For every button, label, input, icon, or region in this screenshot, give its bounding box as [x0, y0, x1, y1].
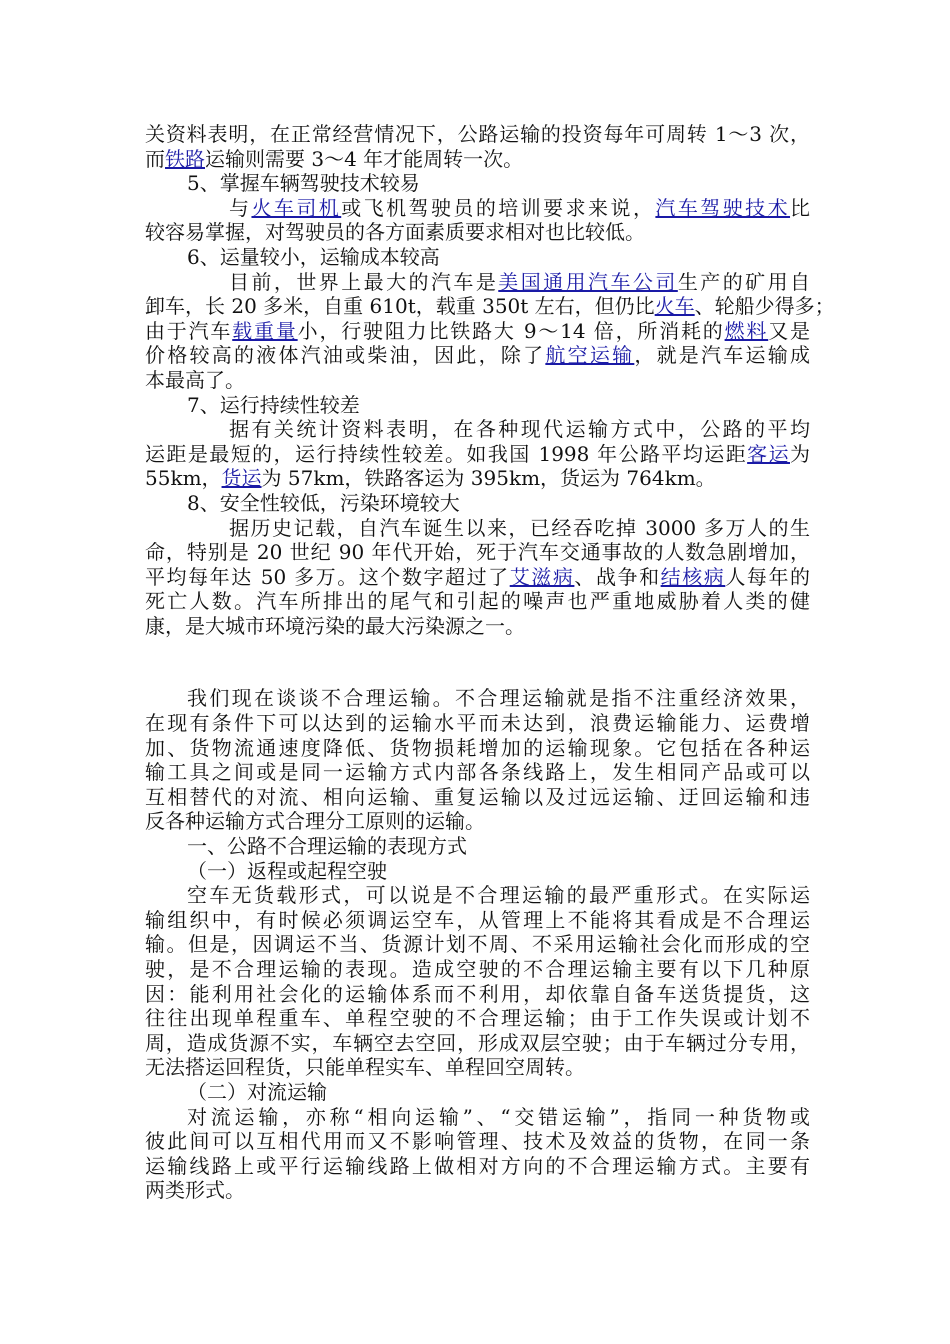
text-run: 5、掌握车辆驾驶技术较易	[187, 171, 420, 196]
text-line	[145, 171, 810, 196]
text-line	[145, 1105, 810, 1130]
text-run: 关资料表明，在正常经营情况下，公路运输的投资每年可周转 1～3 次，	[145, 122, 810, 146]
hyperlink[interactable]: 结核病	[660, 564, 726, 589]
text-run: 6、运量较小，运输成本较高	[187, 244, 440, 269]
text-line	[145, 343, 810, 368]
text-run: 彼此间可以互相代用而又不影响管理、技术及效益的货物，在同一条	[145, 1129, 810, 1154]
text-line	[145, 1080, 810, 1105]
hyperlink[interactable]: 燃料	[724, 318, 769, 343]
text-run: 无法搭运回程货，只能单程实车、单程回空周转。	[145, 1055, 585, 1080]
text-line	[145, 565, 810, 590]
text-line	[145, 711, 810, 736]
text-run: 或飞机驾驶员的培训要求来说，	[341, 195, 656, 220]
text-run: 输。但是，因调运不当、货源计划不周、不采用运输社会化而形成的空	[145, 932, 810, 957]
text-run: 在现有条件下可以达到的运输水平而未达到，浪费运输能力、运费增	[145, 711, 810, 736]
hyperlink[interactable]: 航空运输	[545, 343, 635, 368]
text-run: 命，特别是 20 世纪 90 年代开始，死于汽车交通事故的人数急剧增加，	[145, 540, 810, 565]
text-run: （一）返程或起程空驶	[187, 858, 387, 883]
text-line	[145, 932, 810, 957]
text-run: ，就是汽车运输成	[634, 343, 811, 368]
text-line	[145, 1154, 810, 1179]
text-run: 驶，是不合理运输的表现。造成空驶的不合理运输主要有以下几种原	[145, 957, 810, 981]
text-run: 运输线路上或平行运输线路上做相对方向的不合理运输方式。主要有	[145, 1153, 810, 1178]
text-run: 、轮船少得多；	[694, 294, 835, 319]
text-run: 运距是最短的，运行持续性较差。如我国 1998 年公路平均运距	[145, 441, 748, 466]
text-line	[145, 809, 810, 834]
text-run: 价格较高的液体汽油或柴油，因此，除了	[145, 343, 546, 368]
text-line	[145, 417, 810, 442]
text-run: 人每年的	[725, 564, 811, 589]
text-run: 输工具之间或是同一运输方式内部各条线路上，发生相同产品或可以	[145, 760, 810, 785]
text-line	[145, 1129, 810, 1154]
text-run: 由于汽车	[145, 318, 233, 343]
text-run: 两类形式。	[145, 1178, 245, 1203]
text-line	[145, 147, 810, 172]
text-line	[145, 196, 810, 221]
text-line	[145, 491, 810, 516]
text-run: 互相替代的对流、相向运输、重复运输以及过远运输、迂回运输和违	[145, 784, 810, 809]
text-run: 而	[145, 146, 165, 171]
text-run: 据历史记载，自汽车诞生以来，已经吞吃掉 3000 多万人的生	[229, 515, 810, 540]
text-run: 、战争和	[574, 564, 661, 589]
text-run: 康，是大城市环境污染的最大污染源之一。	[145, 613, 525, 638]
document-page	[145, 122, 835, 1203]
text-run: 一、公路不合理运输的表现方式	[187, 834, 467, 859]
text-line	[145, 614, 810, 639]
text-run: 周，造成货源不实，车辆空去空回，形成双层空驶；由于车辆过分专用，	[145, 1030, 810, 1055]
hyperlink[interactable]: 客运	[747, 441, 790, 466]
text-line	[145, 859, 810, 884]
text-line	[145, 516, 810, 541]
text-run: 本最高了。	[145, 367, 245, 392]
text-line	[145, 1006, 810, 1031]
text-line	[145, 982, 810, 1007]
text-run: 卸车，长 20 多米，自重 610t，载重 350t 左右，但仍比	[145, 294, 655, 319]
text-line	[145, 785, 810, 810]
text-run: 小，行驶阻力比铁路大 9～14 倍，所消耗的	[297, 318, 725, 343]
text-run: 目前，世界上最大的汽车是	[229, 269, 499, 294]
hyperlink[interactable]: 汽车驾驶技术	[655, 195, 791, 220]
text-run: 55km，	[145, 466, 222, 491]
text-line	[145, 220, 810, 245]
text-run: 空车无货载形式，可以说是不合理运输的最严重形式。在实际运	[187, 883, 810, 908]
section-unreasonable-transport	[145, 686, 810, 1202]
text-line	[145, 686, 810, 711]
text-line	[145, 834, 810, 859]
hyperlink[interactable]: 火车司机	[251, 195, 342, 220]
text-line	[145, 1178, 810, 1203]
hyperlink[interactable]: 火车	[654, 294, 695, 319]
text-line	[145, 1055, 810, 1080]
text-run: 死亡人数。汽车所排出的尾气和引起的噪声也严重地威胁着人类的健	[145, 589, 810, 614]
section-gap	[145, 638, 810, 686]
text-line	[145, 442, 810, 467]
text-run: 比	[790, 195, 811, 220]
text-line	[145, 245, 810, 270]
text-run: 为 57km，铁路客运为 395km，货运为 764km。	[261, 466, 716, 491]
text-run: 反各种运输方式合理分工原则的运输。	[145, 809, 485, 834]
text-run: 我们现在谈谈不合理运输。不合理运输就是指不注重经济效果，	[187, 686, 810, 711]
hyperlink[interactable]: 美国通用汽车公司	[498, 269, 678, 294]
text-line	[145, 883, 810, 908]
text-line	[145, 368, 810, 393]
text-line	[145, 736, 810, 761]
hyperlink[interactable]: 货运	[221, 466, 262, 491]
text-run: 输组织中，有时候必须调运空车，从管理上不能将其看成是不合理运	[145, 907, 810, 932]
text-line	[145, 393, 810, 418]
text-line	[145, 270, 810, 295]
text-run: 生产的矿用自	[677, 269, 811, 294]
text-run: 8、安全性较低，污染环境较大	[187, 490, 460, 515]
text-line	[145, 540, 810, 565]
text-run: 与	[229, 195, 252, 220]
text-line	[145, 294, 835, 319]
hyperlink[interactable]: 艾滋病	[509, 564, 575, 589]
text-run: 为	[790, 441, 810, 466]
text-line	[145, 122, 810, 147]
text-line	[145, 957, 810, 982]
hyperlink[interactable]: 铁路	[165, 146, 205, 171]
text-line	[145, 1031, 810, 1056]
text-line	[145, 908, 810, 933]
text-line	[145, 589, 810, 614]
text-run: 较容易掌握，对驾驶员的各方面素质要求相对也比较低。	[145, 220, 645, 245]
text-run: 加、货物流通速度降低、货物损耗增加的运输现象。它包括在各种运	[145, 735, 810, 760]
text-run: 因：能利用社会化的运输体系而不利用，却依靠自备车送货提货，这	[145, 981, 810, 1006]
text-run: 往往出现单程重车、单程空驶的不合理运输；由于工作失误或计划不	[145, 1006, 810, 1031]
text-run: 7、运行持续性较差	[187, 392, 360, 417]
text-run: 平均每年达 50 多万。这个数字超过了	[145, 564, 510, 589]
text-line	[145, 319, 810, 344]
text-run: 又是	[768, 318, 811, 343]
text-run: 据有关统计资料表明，在各种现代运输方式中，公路的平均	[229, 417, 810, 442]
text-line	[145, 466, 810, 491]
text-line	[145, 760, 810, 785]
section-highway-features	[145, 122, 835, 638]
hyperlink[interactable]: 载重量	[232, 318, 298, 343]
text-run: 对流运输，亦称“相向运输”、“交错运输”，指同一种货物或	[187, 1104, 810, 1129]
text-run: （二）对流运输	[187, 1079, 327, 1104]
text-run: 运输则需要 3～4 年才能周转一次。	[205, 146, 524, 171]
